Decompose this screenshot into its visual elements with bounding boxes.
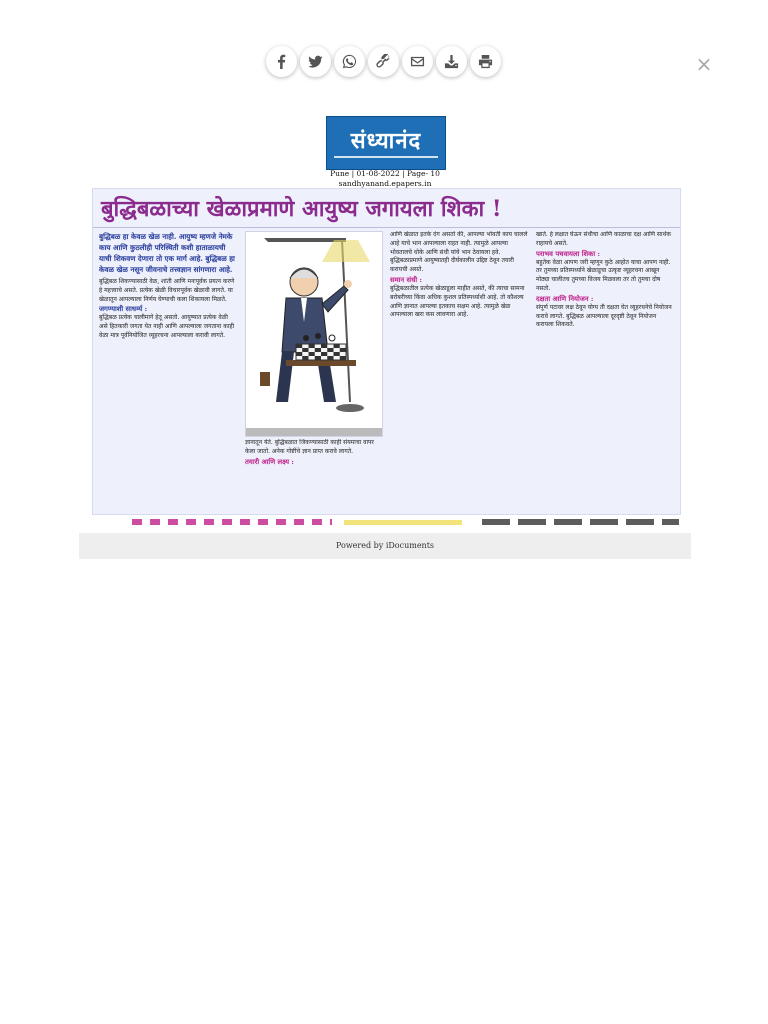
- article-paragraph: बहुतेक वेळा आपण जरी म्हणून कुठे आहोत याचा आपण नाही. तर तुमच्या प्रतिस्पर्ध्याने खेळाडूचा उत्कृष्ट व्यूहरचना आखून मोठ्या चालीतच तुमच्या विजय मिळवला तर तो तुमचा दोष नसतो.: [536, 258, 671, 292]
- strip-headline-fragment: [482, 519, 679, 525]
- download-button[interactable]: [436, 46, 467, 77]
- article-clipping[interactable]: [92, 188, 681, 515]
- article-column-2: [245, 439, 383, 511]
- twitter-share-button[interactable]: [300, 46, 331, 77]
- email-share-button[interactable]: [402, 46, 433, 77]
- article-column-3: [390, 231, 528, 509]
- article-intro: बुद्धिबळ हा केवळ खेळ नाही. आयुष्य म्हणजे नेमके काय आणि कुठलीही परिस्थिती कशी हाताळायची याची शिकवण देणारा तो एक मार्ग आहे. बुद्धिबळ हा केवळ खेळ नसून जीवनाचे तत्त्वज्ञान सांगणारा आहे.: [99, 232, 235, 274]
- masthead-rule: [334, 156, 438, 158]
- facebook-icon: [274, 54, 289, 69]
- powered-by-text: Powered by iDocuments: [335, 541, 435, 550]
- document-viewer: [79, 110, 691, 559]
- download-icon: [444, 54, 459, 69]
- article-paragraph: बुद्धिबळातील प्रत्येक खेळाडूला माहीत असते, की त्याचा सामना बरोबरीच्या किंवा अधिक कुशल प्रतिस्पर्ध्याशी आहे. तो कौशल्य आणि ज्ञानात आपल्या इतकाच सक्षम आहे. त्यामुळे खेळ आपल्याला खरा कस लावणारा आहे.: [390, 284, 525, 319]
- powered-by-footer: [79, 533, 691, 559]
- print-icon: [478, 54, 493, 69]
- whatsapp-icon: [342, 54, 357, 69]
- headline-divider: [93, 227, 680, 228]
- article-subheading: समान संधी :: [390, 275, 422, 284]
- article-paragraph: आणि खेळात इतके दंग असतो की, आपल्या भोवती काय चालले आहे याचे भान आपल्याला राहत नाही. त्यामुळे आपल्या भोवतालचे धोके आणि संधी यांचे भान ठेवायला हवे. बुद्धिबळाप्रमाणे आयुष्यातही दीर्घकालीन उद्दिष्ट ठेवून तयारी करायची असते.: [390, 231, 528, 274]
- article-paragraph: संपूर्ण पटावर लक्ष ठेवून योग्य ती दक्षता घेत व्यूहरचनेचे नियोजन करावे लागते. बुद्धिबळ आपल्याला दूरदृष्टी ठेवून नियोजन करायला शिकवते.: [536, 303, 672, 329]
- edition-site: sandhyanand.epapers.in: [338, 179, 432, 188]
- print-button[interactable]: [470, 46, 501, 77]
- close-button[interactable]: [695, 52, 713, 76]
- article-column-4: [536, 231, 674, 509]
- envelope-icon: [410, 54, 425, 69]
- article-paragraph: बुद्धिबळ प्रत्येक चालीमागे हेतू असतो. आयुष्यात प्रत्येक वेळी असे हितकारी जगता येत नाही आणि आपल्याला जगताना काही वेळा मात्र पूर्वनियोजित व्यूहरचना आपल्याला करावी लागते.: [99, 314, 235, 339]
- facebook-share-button[interactable]: [266, 46, 297, 77]
- article-subheading: पराभव पचवायला शिका :: [536, 249, 600, 258]
- chess-player-illustration: [245, 231, 383, 437]
- article-paragraph: ज्ञानातून येते. बुद्धिबळात जिंकण्यासाठी काही संयमाचा वापर केला जातो. अनेक गोष्टींचे ज्ञान प्राप्त करावे लागते.: [245, 439, 374, 455]
- twitter-icon: [308, 54, 323, 69]
- article-subheading: जगण्याशी साधर्म्य :: [99, 305, 148, 314]
- article-headline: बुद्धिबळाच्या खेळाप्रमाणे आयुष्य जगायला शिका !: [101, 196, 502, 222]
- share-toolbar: [266, 46, 501, 77]
- chess-illustration-icon: [246, 232, 382, 436]
- whatsapp-share-button[interactable]: [334, 46, 365, 77]
- edition-info: [279, 169, 491, 189]
- article-subheading: तयारी आणि लक्ष्य :: [245, 457, 294, 466]
- article-column-1: [99, 231, 237, 509]
- article-paragraph: खाते. हे लक्षात घेऊन संधीचा आणि काळाचा दक्ष आणि सार्थक राहायचे असते.: [536, 231, 671, 247]
- next-article-strip: [92, 515, 679, 529]
- article-paragraph: बुद्धिबळ शिकण्यासाठी वेळ, शांती आणि मनःपूर्वक प्रयत्न करणे हे महत्त्वाचे असते. प्रत्येक खेळी विचारपूर्वक खेळावी लागते. या खेळातून आपल्याला निर्णय घेण्याची कला शिकायला मिळते.: [99, 278, 235, 303]
- link-icon: [376, 54, 391, 69]
- copy-link-button[interactable]: [368, 46, 399, 77]
- edition-line: Pune | 01-08-2022 | Page- 10: [330, 169, 440, 178]
- article-subheading: दक्षता आणि नियोजन :: [536, 294, 594, 303]
- newspaper-masthead: [326, 116, 446, 170]
- strip-highlight: [344, 520, 462, 525]
- strip-headline-fragment: [132, 519, 332, 525]
- close-icon: ×: [695, 52, 713, 76]
- masthead-logo: संध्यानंद: [350, 128, 422, 154]
